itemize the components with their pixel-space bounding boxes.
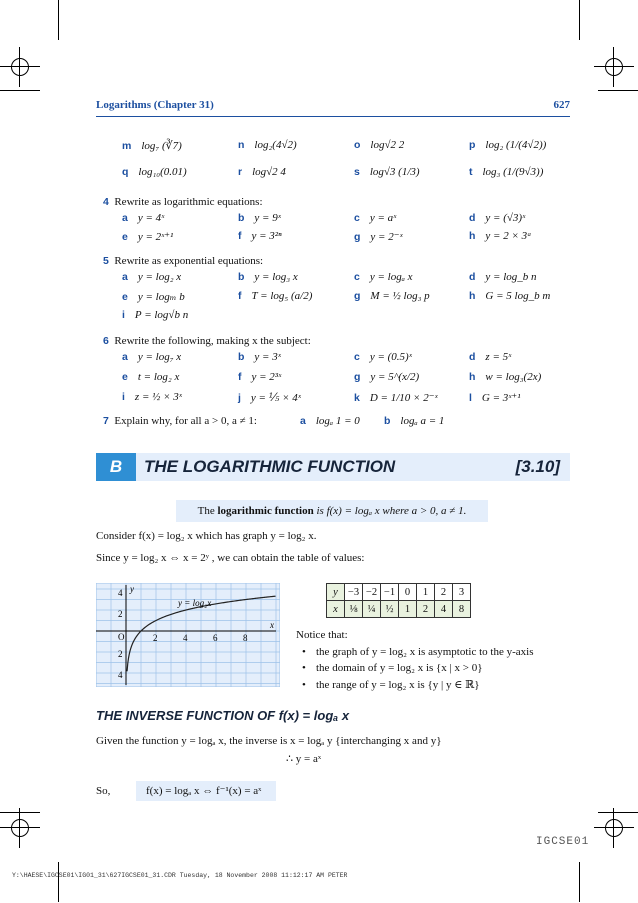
crop-mark: [579, 862, 580, 902]
exercise-part: k D = 1/10 × 2⁻ˣ: [354, 392, 438, 404]
exercise-part: l G = 3ˣ⁺¹: [469, 392, 521, 404]
inverse-line: Given the function y = logₐ x, the inverse is x = logₐ y {interchanging x and y}: [96, 735, 442, 747]
table-row: [327, 584, 471, 601]
crop-mark: [579, 0, 580, 40]
exercise-part: g y = 2⁻ˣ: [354, 231, 403, 243]
exercise-part: c y = (0.5)ˣ: [354, 351, 412, 363]
table-cell: 4: [435, 601, 453, 618]
exercise-part: a logₐ 1 = 0: [300, 415, 360, 427]
exercise-part: d y = log_b n: [469, 271, 537, 283]
so-label: So,: [96, 785, 111, 797]
section-banner: [96, 453, 570, 481]
crop-mark: [58, 0, 59, 40]
exercise-part: n log₂(4√2): [238, 139, 297, 151]
exercise-part: q log₁₀(0.01): [122, 166, 187, 178]
registration-mark: [594, 808, 634, 848]
crop-mark: [58, 862, 59, 902]
table-cell: 3: [453, 584, 471, 601]
crop-mark: [598, 812, 638, 813]
table-cell: ½: [381, 601, 399, 618]
page-number: 627: [553, 99, 570, 111]
x-tick-label: 6: [213, 633, 218, 643]
exercise-part: f T = log₅ (a/2): [238, 290, 313, 302]
y-tick-label: 2: [118, 649, 123, 659]
definition-term: logarithmic function: [217, 505, 314, 517]
table-header-x: x: [327, 601, 345, 618]
exercise-part: g y = 5^(x/2): [354, 371, 420, 383]
table-cell: 1: [399, 601, 417, 618]
exercise-part: c y = logₐ x: [354, 271, 413, 283]
exercise-part: d z = 5ˣ: [469, 351, 512, 363]
curve-label: y = log₂x: [178, 598, 212, 608]
inverse-summary-box: f(x) = logₐ x ⇔ f⁻¹(x) = aˣ: [136, 781, 276, 801]
y-tick-label: 4: [118, 588, 123, 598]
since-line: Since y = log₂ x ⇔ x = 2ʸ , we can obtain the table of values:: [96, 552, 365, 564]
registration-mark: [0, 47, 40, 87]
question-prompt: 6 Rewrite the following, making x the subject:: [103, 335, 311, 347]
exercise-part: f y = 3²ⁿ: [238, 230, 282, 242]
y-tick-label: 4: [118, 670, 123, 680]
exercise-part: a y = log₇ x: [122, 351, 182, 363]
log-graph: [96, 583, 280, 687]
exercise-part: g M = ½ log₃ p: [354, 290, 430, 302]
notice-bullet: • the domain of y = log₂ x is {x | x > 0}: [302, 662, 483, 674]
exercise-part: c y = aˣ: [354, 212, 397, 224]
values-table: [326, 583, 471, 618]
exercise-part: e y = 2ˣ⁺¹: [122, 231, 174, 243]
definition-box: The logarithmic function is f(x) = logₐ x where a > 0, a ≠ 1.: [176, 500, 488, 522]
question-prompt: 7 Explain why, for all a > 0, a ≠ 1:: [103, 415, 257, 427]
table-cell: ¼: [363, 601, 381, 618]
consider-line: Consider f(x) = log₂ x which has graph y = log₂ x.: [96, 530, 317, 542]
running-header: [96, 99, 570, 111]
exercise-part: h w = log₃(2x): [469, 371, 542, 383]
table-cell: 2: [417, 601, 435, 618]
exercise-part: i P = log√b n: [122, 309, 189, 321]
exercise-part: o log√2 2: [354, 139, 405, 151]
exercise-part: j y = ⅕ × 4ˣ: [238, 392, 301, 404]
exercise-part: b y = log₃ x: [238, 271, 298, 283]
x-axis-label: x: [270, 620, 274, 630]
question-prompt: 4 Rewrite as logarithmic equations:: [103, 196, 263, 208]
crop-mark: [598, 90, 638, 91]
inverse-conclusion: ∴ y = aˣ: [286, 753, 322, 765]
crop-mark: [0, 90, 40, 91]
section-reference: [3.10]: [515, 457, 560, 476]
y-axis-label: y: [130, 584, 134, 594]
exercise-part: s log√3 (1/3): [354, 166, 420, 178]
table-cell: −3: [345, 584, 363, 601]
registration-mark: [594, 47, 634, 87]
table-cell: 0: [399, 584, 417, 601]
exercise-part: r log√2 4: [238, 166, 286, 178]
table-cell: 2: [435, 584, 453, 601]
table-cell: −2: [363, 584, 381, 601]
exercise-part: a y = 4ˣ: [122, 212, 165, 224]
exercise-part: e t = log₂ x: [122, 371, 180, 383]
table-cell: ⅛: [345, 601, 363, 618]
exercise-part: b y = 3ˣ: [238, 351, 281, 363]
section-letter: B: [96, 453, 136, 481]
x-tick-label: 8: [243, 633, 248, 643]
origin-label: O: [118, 632, 125, 642]
exercise-part: a y = log₂ x: [122, 271, 182, 283]
file-path-footer: Y:\HAESE\IGCSE01\IG01_31\627IGCSE01_31.CDR Tuesday, 18 November 2008 11:12:17 AM PETER: [12, 872, 348, 879]
notice-bullet: • the range of y = log₂ x is {y | y ∈ ℝ}: [302, 679, 480, 691]
notice-bullet: • the graph of y = log₂ x is asymptotic to the y-axis: [302, 646, 534, 658]
exercise-part: i z = ½ × 3ˣ: [122, 391, 182, 403]
chapter-title: Logarithms (Chapter 31): [96, 99, 214, 111]
inverse-heading: THE INVERSE FUNCTION OF f(x) = logₐ x: [96, 708, 350, 723]
registration-mark: [0, 808, 40, 848]
exercise-part: m log₇ (∛7): [122, 140, 182, 152]
exercise-part: e y = logₘ b: [122, 291, 185, 303]
header-rule: [96, 116, 570, 117]
notice-heading: Notice that:: [296, 629, 348, 641]
question-prompt: 5 Rewrite as exponential equations:: [103, 255, 264, 267]
exercise-part: f y = 2³ˣ: [238, 371, 282, 383]
exercise-part: b y = 9ˣ: [238, 212, 281, 224]
exercise-part: b logₐ a = 1: [384, 415, 445, 427]
table-cell: −1: [381, 584, 399, 601]
exercise-part: d y = (√3)ˣ: [469, 212, 526, 224]
exercise-part: t log₃ (1/(9√3)): [469, 166, 544, 178]
x-tick-label: 2: [153, 633, 158, 643]
exercise-part: h G = 5 log_b m: [469, 290, 551, 302]
section-title: THE LOGARITHMIC FUNCTION: [144, 457, 396, 476]
table-row: [327, 601, 471, 618]
y-tick-label: 2: [118, 609, 123, 619]
exercise-part: p log₂ (1/(4√2)): [469, 139, 547, 151]
x-tick-label: 4: [183, 633, 188, 643]
book-code: IGCSE01: [536, 836, 590, 848]
table-cell: 1: [417, 584, 435, 601]
exercise-part: h y = 2 × 3ᵃ: [469, 230, 532, 242]
table-cell: 8: [453, 601, 471, 618]
table-header-y: y: [327, 584, 345, 601]
crop-mark: [0, 812, 40, 813]
